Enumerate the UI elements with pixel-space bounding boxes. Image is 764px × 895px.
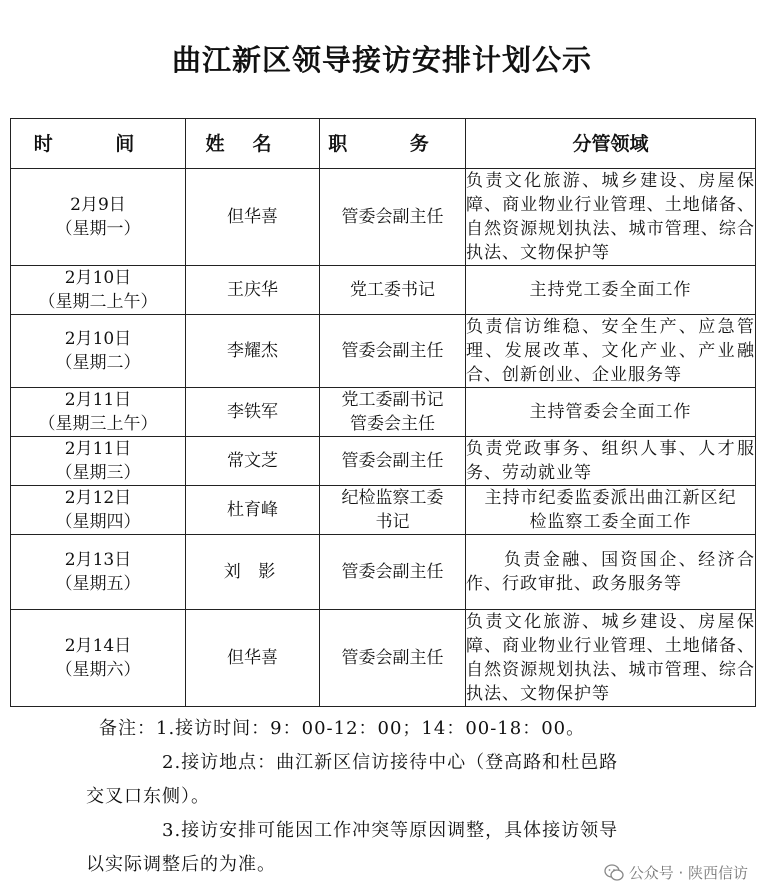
area-cell: 主持管委会全面工作 — [466, 388, 756, 437]
page-title: 曲江新区领导接访安排计划公示 — [171, 43, 592, 77]
table-row — [11, 266, 756, 315]
position-cell: 党工委书记 — [320, 266, 466, 315]
position-cell: 党工委副书记 管委会主任 — [320, 388, 466, 437]
name-cell: 但华喜 — [186, 169, 320, 266]
table-row — [11, 437, 756, 486]
date-cell: 2月10日 （星期二上午） — [11, 266, 186, 315]
note-2-line-2: 交叉口东侧）。 — [86, 786, 210, 807]
name-cell: 杜育峰 — [186, 486, 320, 535]
area-cell: 负责党政事务、组织人事、人才服务、劳动就业等 — [466, 437, 756, 486]
area-cell: 主持市纪委监委派出曲江新区纪检监察工委全面工作 — [466, 486, 756, 535]
table-header-row — [11, 119, 756, 169]
table-row — [11, 486, 756, 535]
note-3-line-2: 以实际调整后的为准。 — [86, 854, 276, 875]
area-cell: 负责文化旅游、城乡建设、房屋保障、商业物业行业管理、土地储备、自然资源规划执法、城市管理、综合执法、文物保护等 — [466, 169, 756, 266]
table-row — [11, 169, 756, 266]
table-row — [11, 610, 756, 707]
table-row — [11, 388, 756, 437]
position-cell: 管委会副主任 — [320, 169, 466, 266]
name-cell: 刘 影 — [186, 535, 320, 610]
date-cell: 2月10日 （星期二） — [11, 315, 186, 388]
date-cell: 2月11日 （星期三） — [11, 437, 186, 486]
position-cell: 管委会副主任 — [320, 610, 466, 707]
header-time: 时 间 — [11, 119, 186, 169]
position-cell: 管委会副主任 — [320, 535, 466, 610]
area-cell: 负责文化旅游、城乡建设、房屋保障、商业物业行业管理、土地储备、自然资源规划执法、城市管理、综合执法、文物保护等 — [466, 610, 756, 707]
note-1: 备注：1.接访时间：9：00-12：00；14：00-18：00。 — [99, 718, 586, 739]
position-cell: 管委会副主任 — [320, 315, 466, 388]
area-cell: 负责信访维稳、安全生产、应急管理、发展改革、文化产业、产业融合、创新创业、企业服务等 — [466, 315, 756, 388]
area-cell: 负责金融、国资国企、经济合作、行政审批、政务服务等 — [466, 535, 756, 610]
position-cell: 管委会副主任 — [320, 437, 466, 486]
name-cell: 王庆华 — [186, 266, 320, 315]
date-cell: 2月12日 （星期四） — [11, 486, 186, 535]
header-name: 姓名 — [186, 119, 320, 169]
note-2-line-1: 2.接访地点：曲江新区信访接待中心（登高路和杜邑路 — [162, 752, 619, 773]
notes-section — [0, 712, 764, 882]
name-cell: 李耀杰 — [186, 315, 320, 388]
table-row — [11, 535, 756, 610]
note-3-line-1: 3.接访安排可能因工作冲突等原因调整，具体接访领导 — [162, 820, 619, 841]
name-cell: 常文芝 — [186, 437, 320, 486]
name-cell: 李铁军 — [186, 388, 320, 437]
date-cell: 2月9日 （星期一） — [11, 169, 186, 266]
date-cell: 2月11日 （星期三上午） — [11, 388, 186, 437]
table-row — [11, 315, 756, 388]
name-cell: 但华喜 — [186, 610, 320, 707]
watermark — [604, 862, 748, 883]
position-cell: 纪检监察工委书记 — [320, 486, 466, 535]
wechat-icon — [604, 863, 624, 883]
date-cell: 2月13日 （星期五） — [11, 535, 186, 610]
schedule-table — [10, 118, 756, 707]
header-position: 职 务 — [320, 119, 466, 169]
watermark-text: 公众号 · 陕西信访 — [628, 864, 748, 882]
date-cell: 2月14日 （星期六） — [11, 610, 186, 707]
area-cell: 主持党工委全面工作 — [466, 266, 756, 315]
header-area: 分管领域 — [466, 119, 756, 169]
